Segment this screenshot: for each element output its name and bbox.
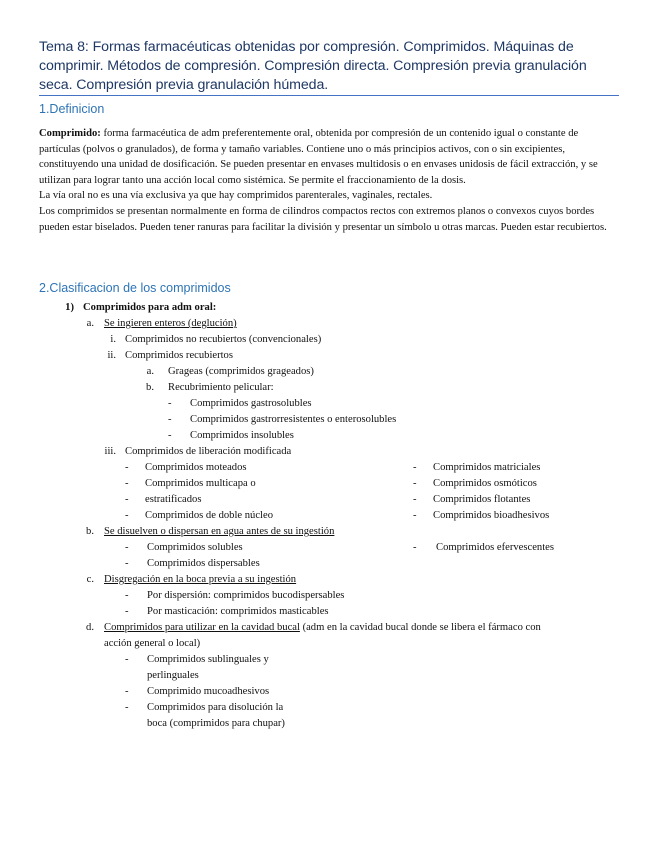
dash-bullet: - [125,590,129,601]
list-item-multicapa: Comprimidos multicapa o [145,478,256,489]
list-item-sublinguales: Comprimidos sublinguales y [147,654,269,665]
list-marker: b. [86,526,94,537]
section-heading-definicion: 1.Definicion [39,102,105,116]
list-item-dispersables: Comprimidos dispersables [147,558,260,569]
shape-paragraph: Los comprimidos se presentan normalmente en forma de cilindros compactos rectos con extremos planos o convexos cuyos bordes pueden estar biselados. Pueden tener ranuras para facilitar la división y presentar un símbolo u otras marcas. Pueden estar recubiertos. [39,205,607,233]
dash-bullet: - [125,702,129,713]
list-item-recubiertos: Comprimidos recubiertos [125,350,233,361]
definition-paragraph [39,126,619,188]
list-item-masticables: Por masticación: comprimidos masticables [147,606,329,617]
list-marker: a. [146,366,154,377]
list-item-disolucion-boca: Comprimidos para disolución la [147,702,284,713]
list-marker: d. [86,622,94,633]
list-item-doble-nucleo: Comprimidos de doble núcleo [145,510,273,521]
list-item-osmoticos: Comprimidos osmóticos [433,478,537,489]
list-item-gastrosolubles: Comprimidos gastrosolubles [190,398,312,409]
dash-bullet: - [125,558,129,569]
dash-bullet: - [125,606,129,617]
list-marker: iii. [104,446,116,457]
list-item-insolubles: Comprimidos insolubles [190,430,294,441]
list-marker: ii. [107,350,116,361]
list-item-estratificados: estratificados [145,494,202,505]
list-item-grageas: Grageas (comprimidos grageados) [168,366,314,377]
dash-bullet: - [125,542,129,553]
dash-bullet: - [168,430,172,441]
list-item-cavidad-bucal: Comprimidos para utilizar en la cavidad bucal (adm en la cavidad bucal donde se libera el fármaco con [104,622,541,633]
list-item-gastrorresistentes: Comprimidos gastrorresistentes o enterosolubles [190,414,397,425]
list-item-matriciales: Comprimidos matriciales [433,462,541,473]
list-item-disgregacion: Disgregación en la boca previa a su ingestión [104,574,297,585]
list-item-liberacion-modificada: Comprimidos de liberación modificada [125,446,292,457]
dash-bullet: - [125,510,129,521]
list-item-disuelven: Se disuelven o dispersan en agua antes de su ingestión [104,526,335,537]
dash-bullet: - [168,398,172,409]
dash-bullet: - [413,494,417,505]
title-divider [39,95,619,96]
list-item-cavidad-bucal-cont: acción general o local) [104,638,201,649]
dash-bullet: - [413,478,417,489]
dash-bullet: - [168,414,172,425]
list-marker: i. [110,334,116,345]
list-marker: 1) [65,302,74,313]
section-heading-clasificacion: 2.Clasificacion de los comprimidos [39,281,231,295]
list-item-oral: Comprimidos para adm oral: [83,302,217,313]
dash-bullet: - [413,542,417,553]
document-title: Tema 8: Formas farmacéuticas obtenidas por compresión. Comprimidos. Máquinas de comprimir. Métodos de compresión. Compresión directa. Compresión previa granulación seca. Compresión previa granulación húmeda. [39,39,587,93]
list-item-perlinguales: perlinguales [147,670,199,681]
dash-bullet: - [125,462,129,473]
list-item-moteados: Comprimidos moteados [145,462,247,473]
definition-text: forma farmacéutica de adm preferentemente oral, obtenida por compresión de un contenido igual o constante de partículas (polvos o granulados), de forma y tamaño variables. Contiene uno o más principios activos, con o sin excipientes, constituyendo una unidad de dosificación. Se pueden presentar en envases multidosis o en envases unidosis de fácil extracción, y se utilizan para lograr tanto una acción local como sistémica. Se permite el fraccionamiento de la dosis. [39,128,598,186]
list-item-bucodispersables: Por dispersión: comprimidos bucodispersables [147,590,345,601]
list-item-solubles: Comprimidos solubles [147,542,243,553]
definition-block [39,126,619,235]
dash-bullet: - [125,686,129,697]
list-item-chupar: boca (comprimidos para chupar) [147,718,285,729]
dash-bullet: - [413,510,417,521]
list-marker: c. [86,574,94,585]
list-item-no-recubiertos: Comprimidos no recubiertos (convencionales) [125,334,322,345]
list-marker: a. [86,318,94,329]
list-item-mucoadhesivos: Comprimido mucoadhesivos [147,686,270,697]
list-item-flotantes: Comprimidos flotantes [433,494,531,505]
dash-bullet: - [125,654,129,665]
list-item-efervescentes: Comprimidos efervescentes [436,542,554,553]
definition-term: Comprimido: [39,128,101,139]
dash-bullet: - [125,478,129,489]
dash-bullet: - [125,494,129,505]
dash-bullet: - [413,462,417,473]
list-item-recubrimiento-pelicular: Recubrimiento pelicular: [168,382,274,393]
list-item-enteros: Se ingieren enteros (deglución) [104,318,237,329]
list-marker: b. [146,382,154,393]
list-item-bioadhesivos: Comprimidos bioadhesivos [433,510,550,521]
oral-route-paragraph: La vía oral no es una vía exclusiva ya que hay comprimidos parenterales, vaginales, rectales. [39,190,433,202]
